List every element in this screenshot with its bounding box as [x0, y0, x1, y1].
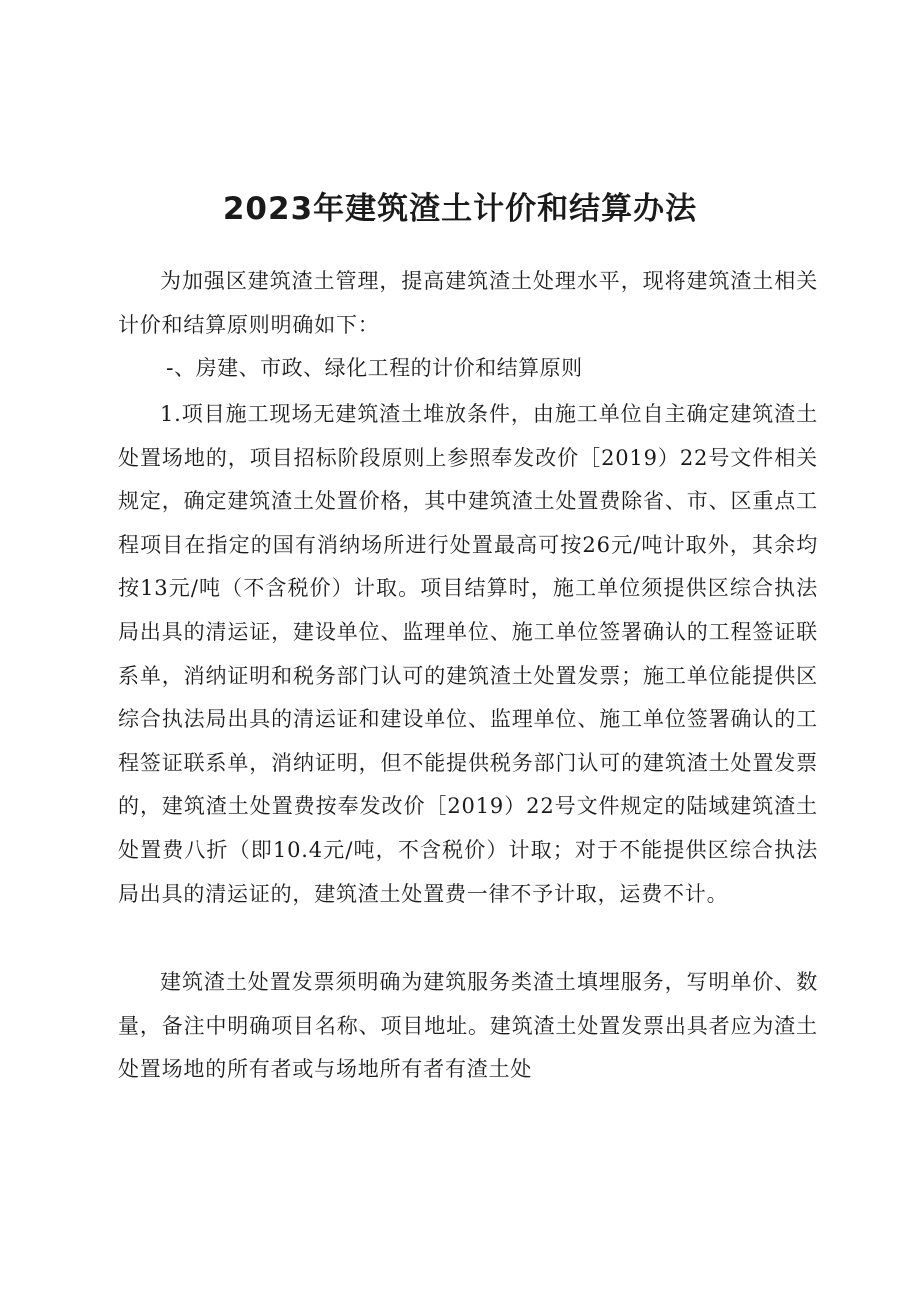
section-heading: -、房建、市政、绿化工程的计价和结算原则: [166, 356, 583, 380]
intro-paragraph: 为加强区建筑渣土管理，提高建筑渣土处理水平，现将建筑渣土相关计价和结算原则明确如下：: [118, 269, 818, 337]
item-1-paragraph: 1.项目施工现场无建筑渣土堆放条件，由施工单位自主确定建筑渣土处置场地的，项目招标阶段原则上参照奉发改价［2019）22号文件相关规定，确定建筑渣土处置价格，其中建筑渣土处置费除省、市、区重点工程项目在指定的国有消纳场所进行处置最高可按26元/吨计取外，其余均按13元/吨（不含税价）计取。项目结算时，施工单位须提供区综合执法局出具的清运证，建设单位、监理单位、施工单位签署确认的工程签证联系单，消纳证明和税务部门认可的建筑渣土处置发票；施工单位能提供区综合执法局出具的清运证和建设单位、监理单位、施工单位签署确认的工程签证联系单，消纳证明，但不能提供税务部门认可的建筑渣土处置发票的，建筑渣土处置费按奉发改价［2019）22号文件规定的陆域建筑渣土处置费八折（即10.4元/吨，不含税价）计取；对于不能提供区综合执法局出具的清运证的，建筑渣土处置费一律不予计取，运费不计。: [118, 402, 818, 906]
invoice-paragraph: 建筑渣土处置发票须明确为建筑服务类渣土填埋服务，写明单价、数量，备注中明确项目名称、项目地址。建筑渣土处置发票出具者应为渣土处置场地的所有者或与场地所有者有渣土处: [118, 970, 818, 1082]
document-title: 2023年建筑渣土计价和结算办法: [222, 190, 698, 227]
